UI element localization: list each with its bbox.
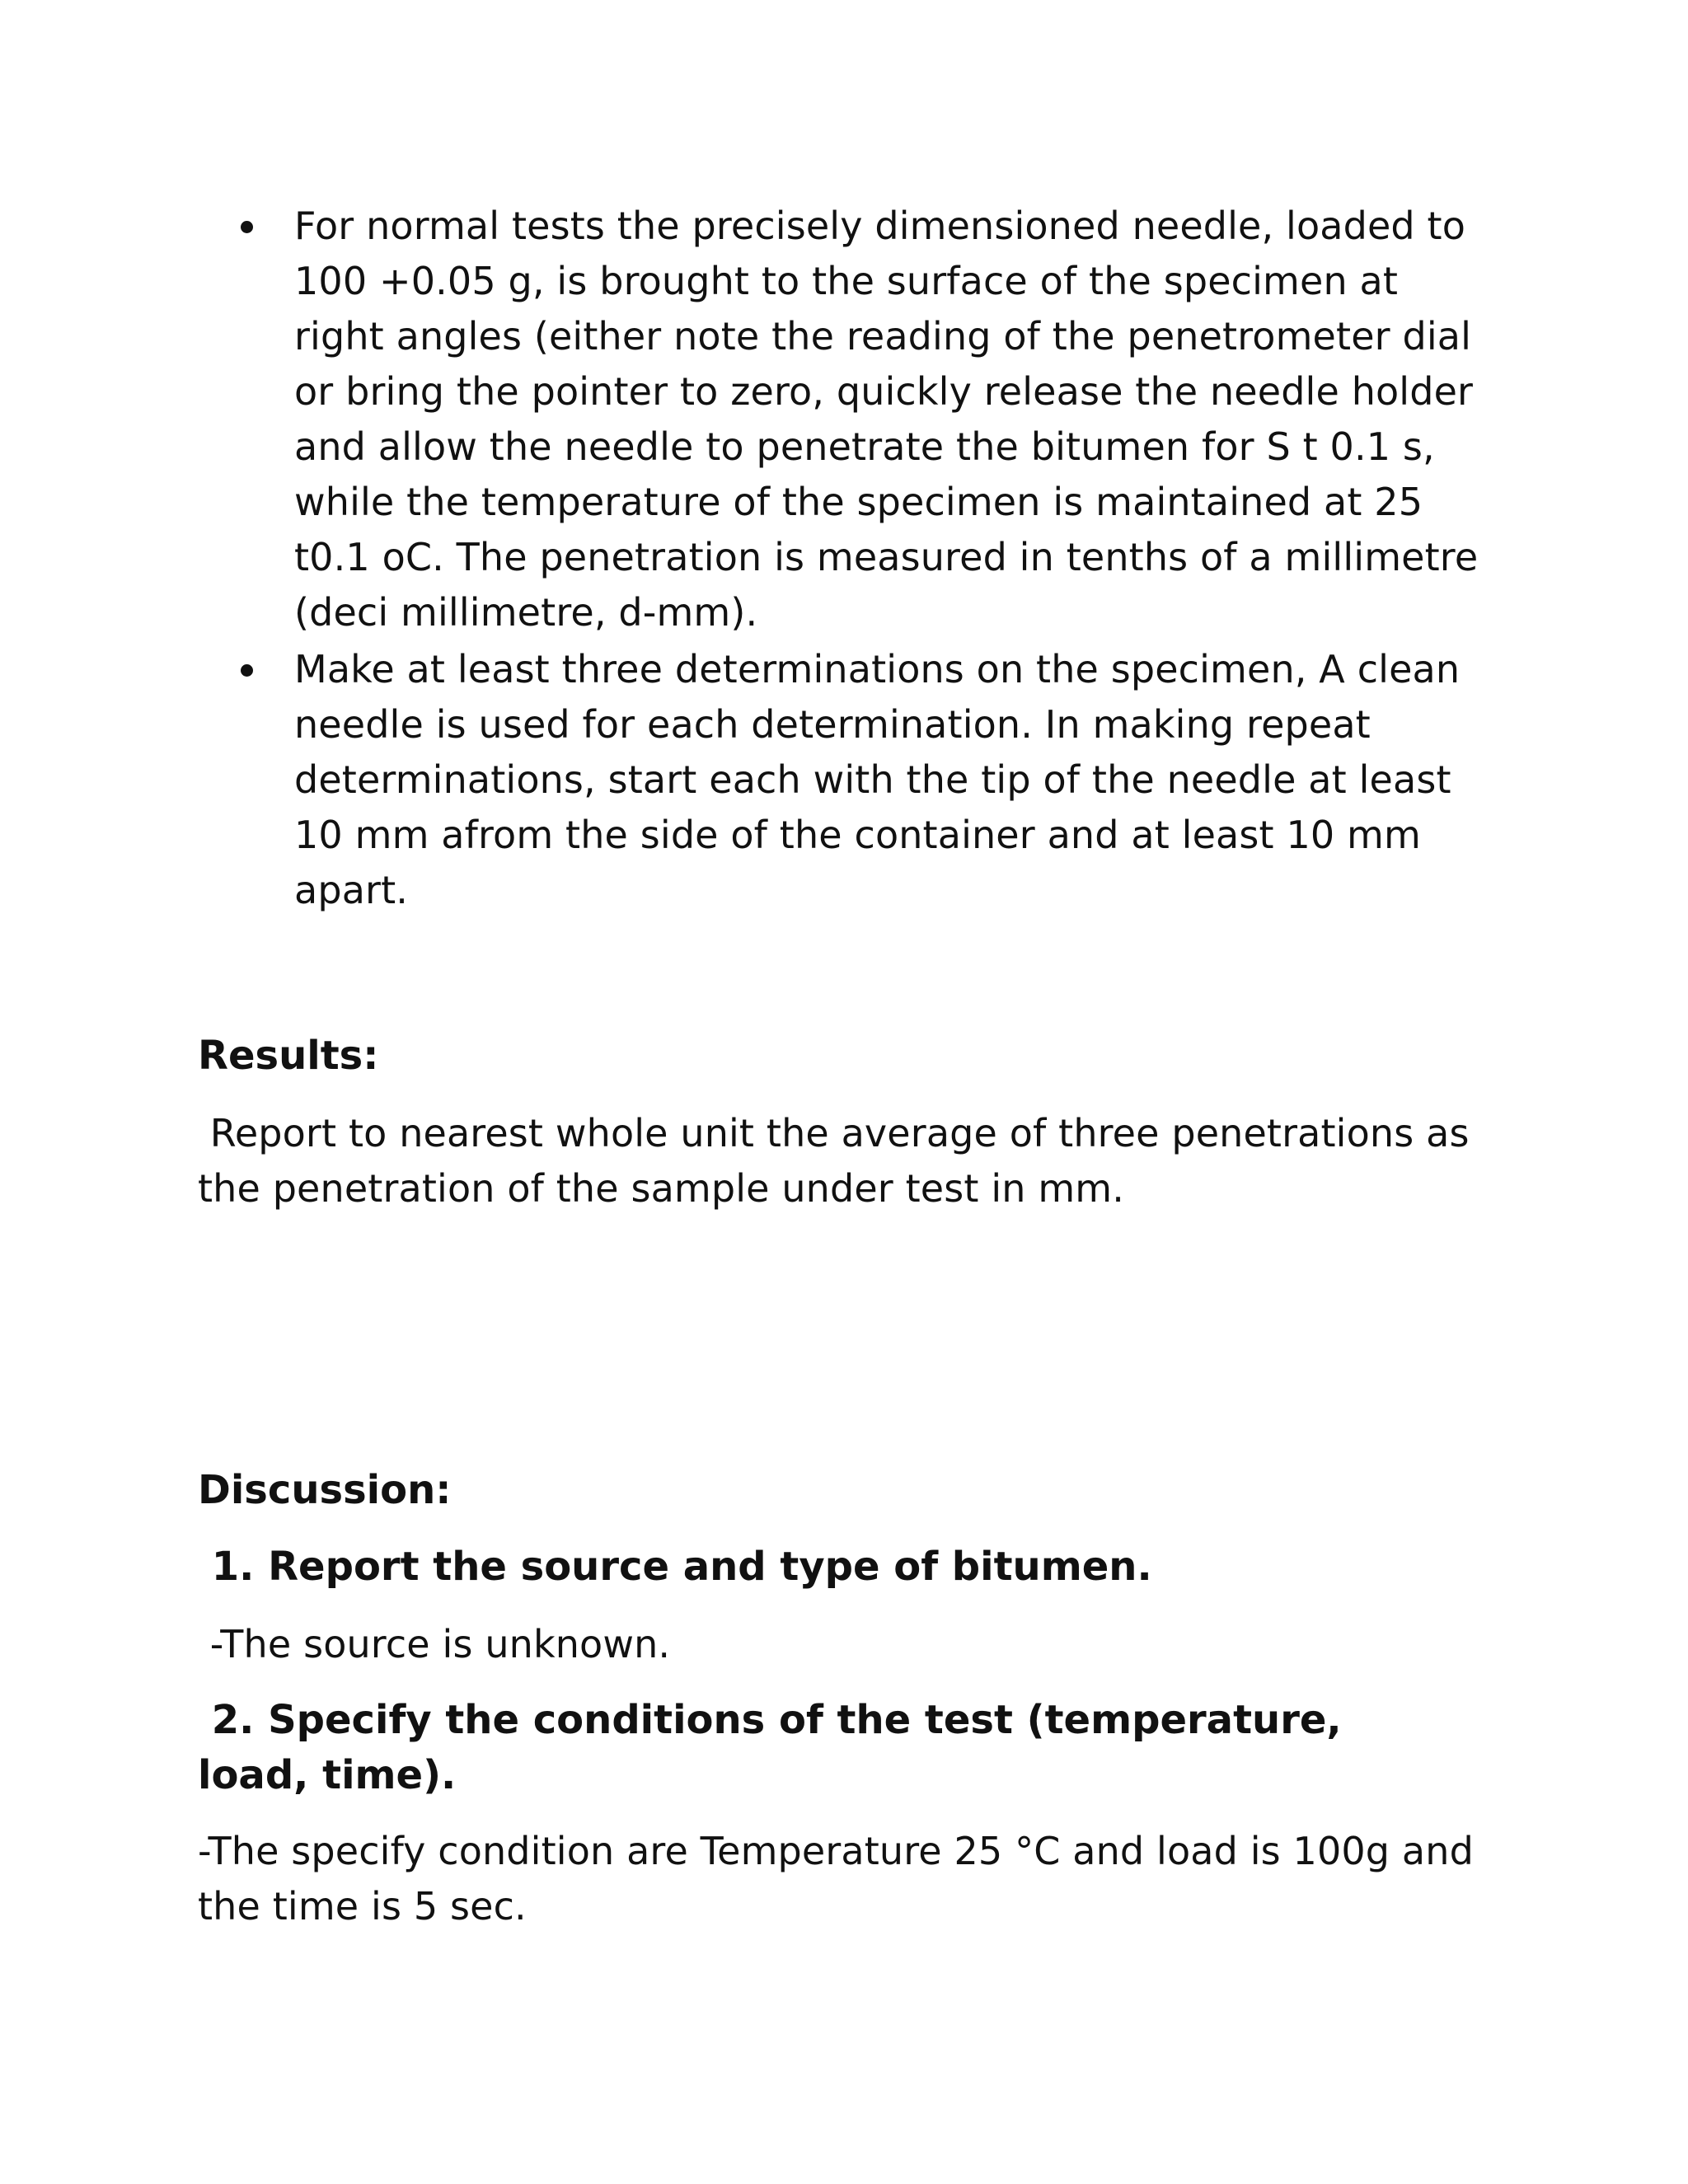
procedure-bullet-item [198,642,1484,918]
results-heading: Results: [198,1033,379,1079]
procedure-bullet-list [198,199,1484,920]
bullet-dot-icon [241,664,253,677]
procedure-bullet-text: Make at least three determinations on the specimen, A clean needle is used for each determination. In making repeat determinations, start each with the tip of the needle at least 10 mm afrom the side of the container and at least 10 mm apart. [294,647,1461,912]
results-text: Report to nearest whole unit the average of three penetrations as the penetration of the sample under test in mm. [198,1111,1482,1211]
procedure-bullet-item [198,199,1484,640]
discussion-question-1: 1. Report the source and type of bitumen. [198,1544,1152,1590]
discussion-question-2: 2. Specify the conditions of the test (temperature, load, time). [198,1697,1356,1798]
discussion-answer-1: -The source is unknown. [198,1622,671,1666]
procedure-bullet-text: For normal tests the precisely dimensioned needle, loaded to 100 +0.05 g, is brought to the surface of the specimen at right angles (either note the reading of the penetrometer dial or bring the pointer to zero, quickly release the needle holder and allow the needle to penetrate the bitumen for S t 0.1 s, while the temperature of the specimen is maintained at 25 t0.1 oC. The penetration is measured in tenths of a millimetre (deci millimetre, d-mm). [294,204,1479,635]
bullet-dot-icon [241,221,253,233]
discussion-answer-2: -The specify condition are Temperature 25 °C and load is 100g and the time is 5 sec. [198,1829,1474,1929]
discussion-heading: Discussion: [198,1467,452,1513]
